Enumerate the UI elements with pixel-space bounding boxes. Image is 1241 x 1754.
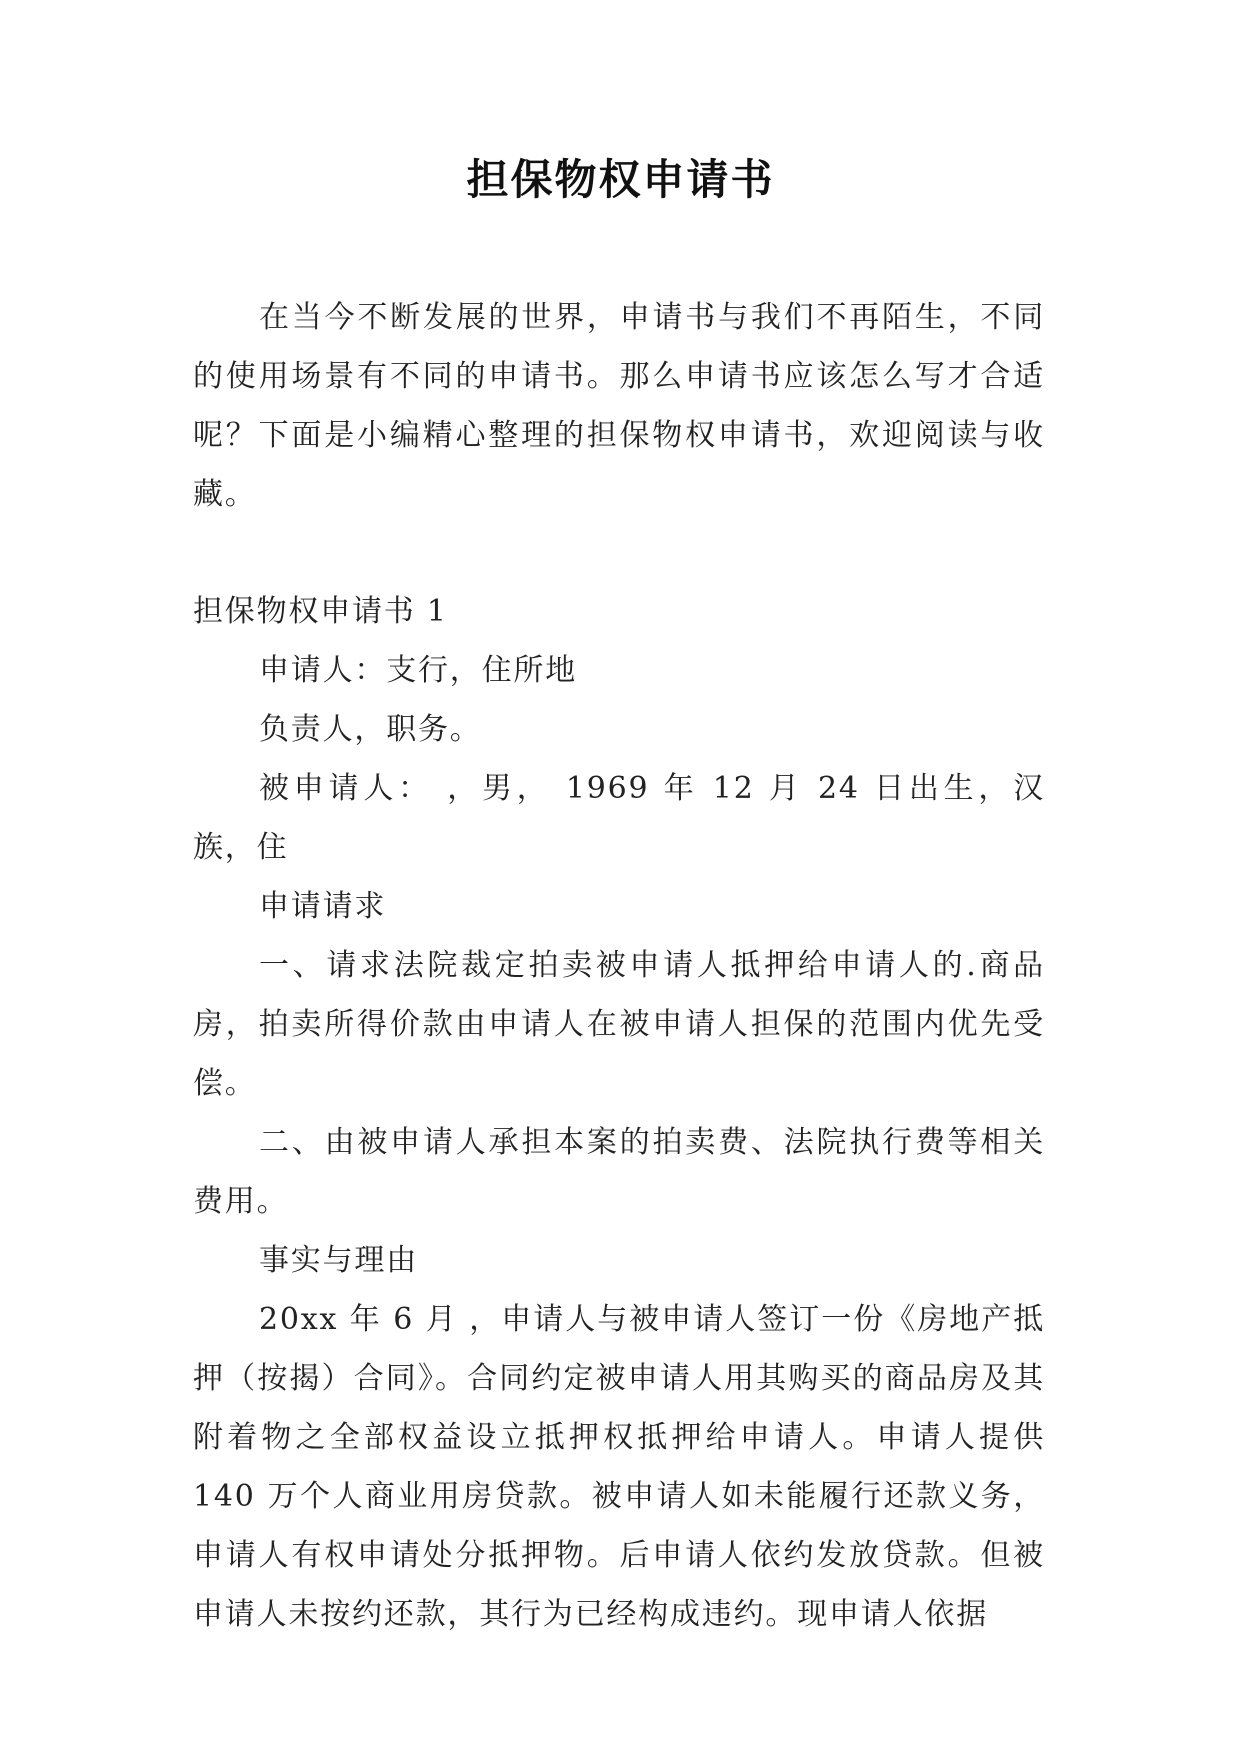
section-heading: 担保物权申请书 1 (193, 594, 448, 629)
respondent-line: 被申请人： ，男， 1969 年 12 月 24 日出生，汉族，住 (193, 771, 1045, 865)
request-item-1: 一、请求法院裁定拍卖被申请人抵押给申请人的.商品房，拍卖所得价款由申请人在被申请人担保的范围内优先受偿。 (193, 948, 1045, 1101)
request-item-2: 二、由被申请人承担本案的拍卖费、法院执行费等相关费用。 (193, 1125, 1045, 1219)
document-body (193, 288, 1045, 1644)
responsible-person-line: 负责人，职务。 (259, 712, 482, 747)
document-title: 担保物权申请书 (466, 155, 775, 204)
facts-heading: 事实与理由 (259, 1243, 418, 1278)
intro-paragraph: 在当今不断发展的世界，申请书与我们不再陌生，不同的使用场景有不同的申请书。那么申请书应该怎么写才合适呢？下面是小编精心整理的担保物权申请书，欢迎阅读与收藏。 (193, 300, 1045, 512)
facts-paragraph: 20xx 年 6 月 ，申请人与被申请人签订一份《房地产抵押（按揭）合同》。合同约定被申请人用其购买的商品房及其附着物之全部权益设立抵押权抵押给申请人。申请人提供 140 万个人商业用房贷款。被申请人如未能履行还款义务，申请人有权申请处分抵押物。后申请人依约发放贷款。但被申请人未按约还款，其行为已经构成违约。现申请人依据 (193, 1302, 1045, 1632)
request-heading: 申请请求 (259, 889, 387, 924)
applicant-line: 申请人：支行，住所地 (259, 653, 577, 688)
